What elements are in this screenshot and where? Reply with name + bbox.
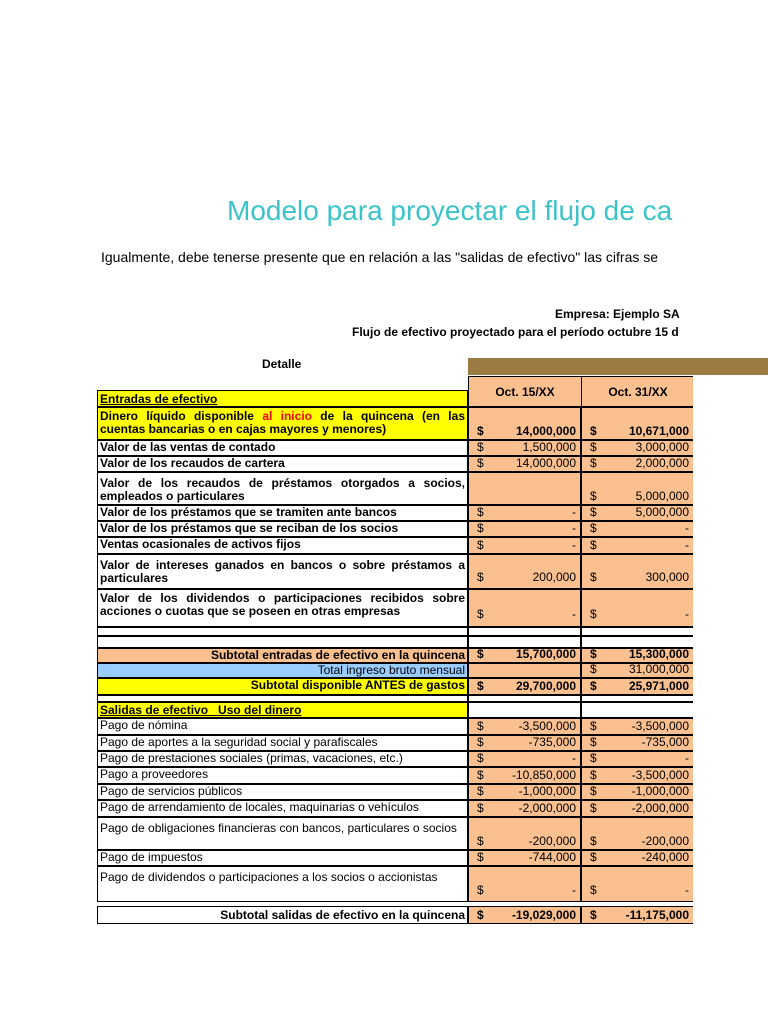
row-label: Pago de obligaciones financieras con bancos, particulares o socios: [97, 817, 468, 850]
cell-oct15: [468, 906, 581, 924]
cell-value: -744,000: [528, 850, 576, 864]
cell-value: -: [572, 505, 576, 519]
cell-value: -735,000: [528, 735, 576, 749]
period-title: Flujo de efectivo proyectado para el período octubre 15 d: [352, 325, 679, 339]
row-label: Valor de los préstamos que se tramiten ante bancos: [97, 505, 468, 521]
empty-cell: [581, 695, 693, 702]
cell-value: 14,000,000: [515, 424, 576, 438]
table-row: [97, 678, 693, 695]
currency-symbol: $: [590, 505, 597, 519]
currency-symbol: $: [590, 735, 597, 749]
cell-value: -: [572, 521, 576, 535]
cell-oct15: [468, 554, 581, 589]
row-label: Pago a proveedores: [97, 767, 468, 784]
row-label: Pago de impuestos: [97, 850, 468, 866]
cell-oct15: [468, 735, 581, 751]
cell-oct31: [581, 678, 693, 695]
page-title: Modelo para proyectar el flujo de ca: [227, 195, 673, 226]
currency-symbol: $: [590, 662, 597, 676]
empty-cell: [97, 636, 468, 648]
currency-symbol: $: [477, 735, 484, 749]
currency-symbol: $: [477, 521, 484, 535]
currency-symbol: $: [477, 505, 484, 519]
currency-symbol: $: [590, 883, 597, 897]
currency-symbol: $: [477, 908, 484, 922]
currency-symbol: $: [590, 538, 597, 552]
cell-value: -: [685, 883, 689, 897]
cell-oct31: [581, 866, 693, 902]
currency-symbol: $: [590, 489, 597, 503]
cell-oct31: [581, 663, 693, 678]
currency-symbol: $: [590, 424, 597, 438]
cell-value: 300,000: [645, 570, 689, 584]
cell-value: 15,700,000: [515, 647, 576, 661]
cell-value: -1,000,000: [631, 784, 689, 798]
section-title-inflows: Entradas de efectivo: [97, 390, 468, 407]
cell-oct15: [468, 751, 581, 767]
empty-cell: [97, 695, 468, 702]
row-label: Pago de dividendos o participaciones a los socios o accionistas: [97, 866, 468, 902]
cell-oct15: [468, 718, 581, 735]
row-label: Pago de prestaciones sociales (primas, vacaciones, etc.): [97, 751, 468, 767]
empty-cell: [581, 702, 693, 718]
row-label: Pago de nómina: [97, 718, 468, 735]
cell-oct31: [581, 817, 693, 850]
table-row: [97, 817, 693, 850]
cell-value: -: [572, 538, 576, 552]
currency-symbol: $: [590, 850, 597, 864]
cell-oct31: [581, 407, 693, 440]
row-label: Valor de las ventas de contado: [97, 440, 468, 456]
cell-oct31: [581, 537, 693, 554]
cell-value: 29,700,000: [515, 679, 576, 693]
cell-oct15: [468, 407, 581, 440]
table-row: [97, 390, 693, 407]
cell-value: 15,300,000: [628, 647, 689, 661]
cell-oct31: [581, 906, 693, 924]
currency-symbol: $: [590, 521, 597, 535]
table-row-empty: [97, 695, 693, 702]
table-row: [97, 906, 693, 924]
currency-symbol: $: [590, 456, 597, 470]
table-row: [97, 521, 693, 537]
currency-symbol: $: [590, 801, 597, 815]
row-label: Pago de arrendamiento de locales, maquinarias o vehículos: [97, 800, 468, 817]
cell-oct31: [581, 767, 693, 784]
table-row: [97, 784, 693, 800]
currency-symbol: $: [477, 784, 484, 798]
cell-value: 1,500,000: [522, 440, 576, 454]
cell-value: -200,000: [528, 834, 576, 848]
currency-symbol: $: [590, 570, 597, 584]
cell-oct15: [468, 537, 581, 554]
currency-symbol: $: [590, 834, 597, 848]
table-row: [97, 589, 693, 627]
cell-value: 3,000,000: [635, 440, 689, 454]
currency-symbol: $: [477, 768, 484, 782]
currency-symbol: $: [477, 834, 484, 848]
currency-symbol: $: [590, 751, 597, 765]
table-row: [97, 407, 693, 440]
column-header-oct15: Oct. 15/XX: [468, 376, 582, 407]
table-row: [97, 648, 693, 663]
table-row: [97, 735, 693, 751]
table-row: [97, 456, 693, 472]
table-row: [97, 505, 693, 521]
row-label-highlight: al inicio: [262, 409, 312, 423]
cell-oct31: [581, 850, 693, 866]
cell-oct31: [581, 456, 693, 472]
cell-oct15: [468, 800, 581, 817]
cell-oct15: [468, 767, 581, 784]
currency-symbol: $: [590, 607, 597, 621]
table-row: [97, 472, 693, 505]
cell-value: -19,029,000: [511, 908, 576, 922]
cell-value: -2,000,000: [631, 801, 689, 815]
row-label: Pago de aportes a la seguridad social y parafiscales: [97, 735, 468, 751]
currency-symbol: $: [477, 607, 484, 621]
cell-oct31: [581, 718, 693, 735]
currency-symbol: $: [477, 850, 484, 864]
currency-symbol: $: [590, 440, 597, 454]
currency-symbol: $: [590, 679, 597, 693]
table-row: [97, 751, 693, 767]
cell-value: 25,971,000: [628, 679, 689, 693]
currency-symbol: $: [590, 768, 597, 782]
cell-oct15: [468, 472, 581, 505]
currency-symbol: $: [477, 440, 484, 454]
cell-value: -240,000: [641, 850, 689, 864]
currency-symbol: $: [477, 719, 484, 733]
cell-value: -735,000: [641, 735, 689, 749]
cell-oct31: [581, 521, 693, 537]
row-label: [97, 407, 468, 440]
cell-value: 2,000,000: [635, 456, 689, 470]
cell-value: 31,000,000: [628, 662, 689, 676]
cell-value: -: [572, 883, 576, 897]
cell-value: 200,000: [532, 570, 576, 584]
cell-value: -1,000,000: [518, 784, 576, 798]
cell-value: -: [685, 538, 689, 552]
column-header-oct31: Oct. 31/XX: [581, 376, 693, 407]
cell-value: -: [572, 751, 576, 765]
row-label: Valor de los préstamos que se reciban de los socios: [97, 521, 468, 537]
table-row: [97, 537, 693, 554]
cell-oct15: [468, 648, 581, 663]
cell-value: -: [685, 751, 689, 765]
cell-oct31: [581, 735, 693, 751]
row-label-part: Dinero líquido disponible: [100, 409, 263, 423]
currency-symbol: $: [477, 538, 484, 552]
empty-cell: [468, 702, 581, 718]
currency-symbol: $: [477, 801, 484, 815]
table-row-empty: [97, 627, 693, 636]
cell-oct31: [581, 440, 693, 456]
subtotal-inflows-label: Subtotal entradas de efectivo en la quincena: [97, 648, 468, 663]
intro-text: Igualmente, debe tenerse presente que en relación a las "salidas de efectivo" las cifras se: [101, 249, 659, 265]
currency-symbol: $: [477, 883, 484, 897]
cell-value: -200,000: [641, 834, 689, 848]
table-row-empty: [97, 636, 693, 648]
table-row: [97, 440, 693, 456]
row-label: Pago de servicios públicos: [97, 784, 468, 800]
cell-value: -3,500,000: [631, 719, 689, 733]
cell-oct15: [468, 817, 581, 850]
cell-oct15: [468, 663, 581, 678]
cell-oct31: [581, 589, 693, 627]
cell-oct15: [468, 784, 581, 800]
cell-oct31: [581, 648, 693, 663]
cell-value: -: [685, 521, 689, 535]
cell-value: -: [572, 607, 576, 621]
currency-symbol: $: [477, 456, 484, 470]
currency-symbol: $: [477, 647, 484, 661]
currency-symbol: $: [590, 784, 597, 798]
cell-oct15: [468, 440, 581, 456]
cell-oct31: [581, 472, 693, 505]
table-row: [97, 663, 693, 678]
cell-value: -: [685, 607, 689, 621]
cell-oct15: [468, 678, 581, 695]
cell-oct15: [468, 456, 581, 472]
currency-symbol: $: [477, 570, 484, 584]
cell-value: 5,000,000: [635, 489, 689, 503]
section-title-outflows: Salidas de efectivo _Uso del dinero: [97, 702, 468, 718]
available-before-expenses-label: Subtotal disponible ANTES de gastos: [97, 678, 468, 695]
cell-value: 10,671,000: [628, 424, 689, 438]
cell-value: -11,175,000: [625, 908, 689, 922]
currency-symbol: $: [590, 647, 597, 661]
table-row: [97, 554, 693, 589]
currency-symbol: $: [477, 751, 484, 765]
table-row: [97, 767, 693, 784]
cell-oct31: [581, 800, 693, 817]
row-label: Valor de los recaudos de cartera: [97, 456, 468, 472]
cell-oct15: [468, 505, 581, 521]
cell-oct31: [581, 784, 693, 800]
subtotal-outflows-label: Subtotal salidas de efectivo en la quincena: [97, 906, 468, 924]
table-row: [97, 866, 693, 902]
cell-oct31: [581, 505, 693, 521]
table-row: [97, 702, 693, 718]
row-label: Valor de los recaudos de préstamos otorgados a socios, empleados o particulares: [97, 472, 468, 505]
currency-symbol: $: [590, 719, 597, 733]
row-label: Valor de los dividendos o participaciones recibidos sobre acciones o cuotas que se poseen en otras empresas: [97, 589, 468, 627]
table-row: [97, 850, 693, 866]
cell-value: -2,000,000: [518, 801, 576, 815]
table-row: [97, 718, 693, 735]
detail-header: Detalle: [262, 357, 302, 371]
cell-value: -3,500,000: [518, 719, 576, 733]
currency-symbol: $: [477, 679, 484, 693]
row-label: Ventas ocasionales de activos fijos: [97, 537, 468, 554]
company-name: Empresa: Ejemplo SA: [555, 307, 680, 321]
cell-oct31: [581, 751, 693, 767]
row-label: Valor de intereses ganados en bancos o sobre préstamos a particulares: [97, 554, 468, 589]
empty-cell: [97, 627, 468, 636]
cell-oct15: [468, 850, 581, 866]
cell-oct15: [468, 589, 581, 627]
currency-symbol: $: [477, 424, 484, 438]
row-label-part: de la quincena (en las cuentas bancarias o en cajas mayores y menores): [100, 409, 465, 436]
empty-cell: [468, 695, 581, 702]
empty-cell: [581, 627, 693, 636]
cell-value: 14,000,000: [515, 456, 576, 470]
cell-value: -3,500,000: [631, 768, 689, 782]
cell-oct15: [468, 521, 581, 537]
currency-symbol: $: [590, 908, 597, 922]
table-row: [97, 800, 693, 817]
monthly-gross-income-label: Total ingreso bruto mensual: [97, 663, 468, 678]
cell-oct15: [468, 866, 581, 902]
cell-oct31: [581, 554, 693, 589]
empty-cell: [468, 627, 581, 636]
cell-value: 5,000,000: [635, 505, 689, 519]
cell-value: -10,850,000: [511, 768, 576, 782]
